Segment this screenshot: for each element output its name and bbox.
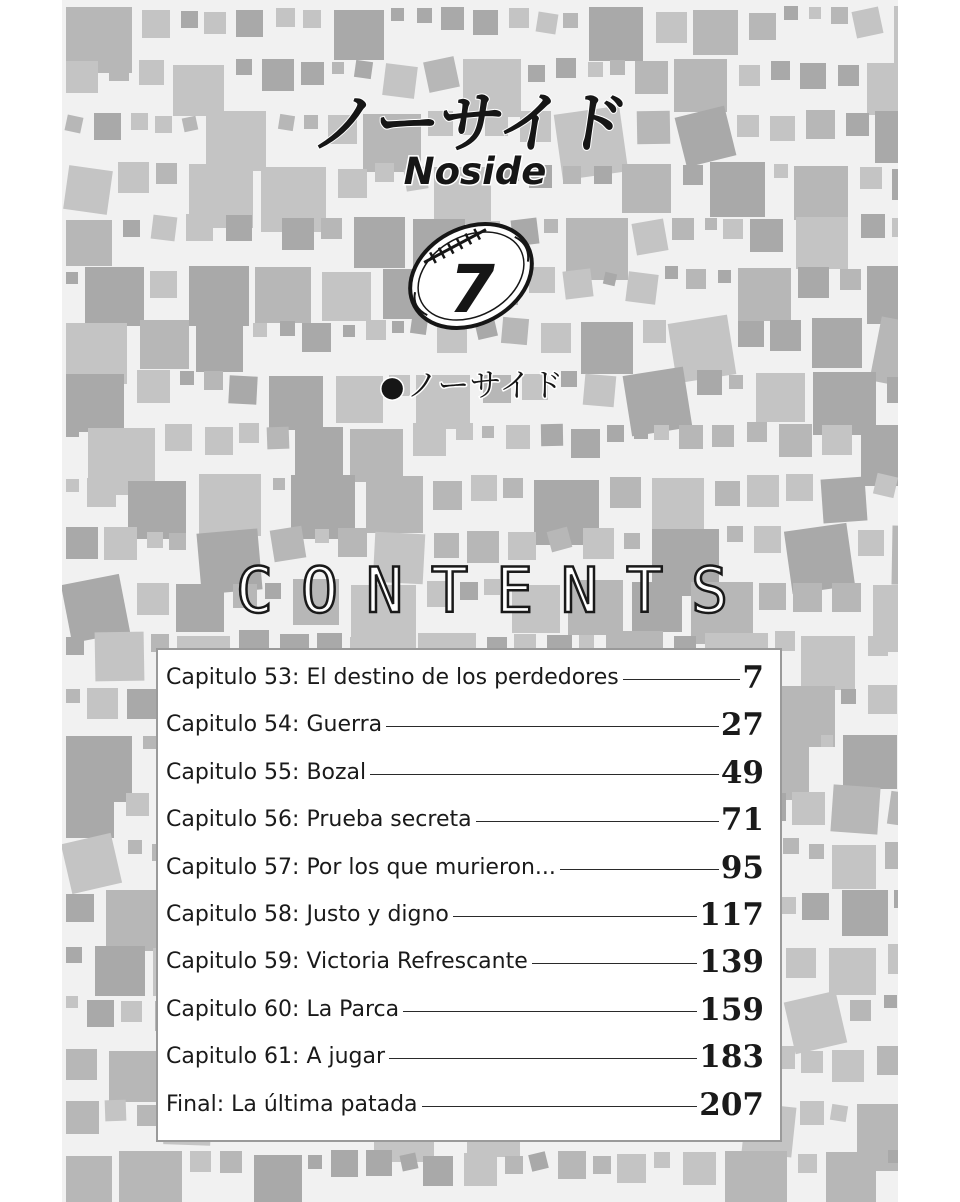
toc-entry: [166, 893, 764, 933]
background-tile: [888, 1150, 898, 1163]
background-tile: [798, 267, 829, 298]
background-tile: [66, 894, 94, 922]
background-tile: [793, 583, 822, 612]
background-tile: [190, 1151, 211, 1172]
background-tile: [391, 8, 404, 21]
background-tile: [423, 1156, 453, 1186]
background-tile: [830, 1104, 848, 1122]
background-tile: [850, 1000, 871, 1021]
background-tile: [558, 1151, 586, 1179]
toc-leader-line: [623, 679, 741, 680]
background-tile: [589, 7, 643, 61]
background-tile: [679, 425, 703, 449]
toc-entry: [166, 846, 764, 886]
background-tile: [821, 477, 868, 524]
rugby-ball-volume-emblem: [396, 206, 546, 346]
background-tile: [624, 533, 640, 549]
background-tile: [686, 269, 706, 289]
background-tile: [656, 12, 687, 43]
background-tile: [123, 220, 140, 237]
background-tile: [433, 481, 462, 510]
background-tile: [851, 6, 883, 38]
background-tile: [126, 793, 149, 816]
background-tile: [66, 1156, 112, 1202]
background-tile: [87, 1000, 114, 1027]
background-tile: [594, 166, 612, 184]
background-tile: [506, 425, 530, 449]
background-tile: [400, 1153, 419, 1172]
toc-entry: [166, 940, 764, 980]
background-tile: [809, 844, 824, 859]
toc-entry-page: 117: [699, 897, 764, 933]
toc-entry-title: Capitulo 57: Por los que murieron...: [166, 854, 556, 880]
background-tile: [750, 219, 783, 252]
background-tile: [868, 636, 888, 656]
background-tile: [65, 115, 84, 134]
toc-entry-title: Capitulo 56: Prueba secreta: [166, 807, 472, 833]
toc-entry: [166, 798, 764, 838]
background-tile: [715, 481, 740, 506]
background-tile: [583, 374, 617, 408]
background-tile: [802, 893, 829, 920]
background-tile: [220, 1151, 242, 1173]
background-tile: [884, 995, 897, 1008]
background-tile: [276, 8, 295, 27]
background-tile: [366, 320, 386, 340]
background-tile: [66, 790, 114, 838]
background-tile: [204, 371, 223, 390]
background-tile: [173, 65, 224, 116]
background-tile: [801, 636, 855, 690]
background-tile: [840, 269, 861, 290]
background-tile: [176, 584, 224, 632]
background-tile: [121, 1001, 142, 1022]
toc-entry-page: 27: [720, 707, 764, 744]
background-tile: [625, 271, 658, 304]
background-tile: [674, 59, 727, 112]
background-tile: [770, 116, 795, 141]
background-tile: [66, 1101, 99, 1134]
background-tile: [683, 165, 703, 185]
background-tile: [729, 375, 743, 389]
background-tile: [544, 219, 558, 233]
background-tile: [675, 106, 737, 168]
background-tile: [182, 116, 199, 133]
toc-entry-title: Capitulo 59: Victoria Refrescante: [166, 949, 528, 975]
background-tile: [66, 424, 79, 437]
background-tile: [142, 10, 170, 38]
background-tile: [867, 266, 898, 324]
background-tile: [236, 10, 263, 37]
background-tile: [562, 268, 593, 299]
background-tile: [830, 784, 880, 834]
background-tile: [503, 478, 523, 498]
series-label: [380, 360, 580, 406]
toc-entry-title: Capitulo 54: Guerra: [166, 712, 383, 738]
background-tile: [622, 164, 671, 213]
toc-entry: [166, 751, 764, 791]
background-tile: [473, 10, 498, 35]
background-tile: [413, 423, 446, 456]
background-tile: [254, 1155, 302, 1202]
background-tile: [143, 736, 156, 749]
background-tile: [63, 165, 113, 215]
toc-entry: [166, 1035, 764, 1075]
background-tile: [891, 525, 898, 585]
background-tile: [786, 948, 816, 978]
toc-entry-page: 49: [720, 754, 764, 791]
background-tile: [801, 1051, 823, 1073]
background-tile: [140, 320, 189, 369]
background-tile: [868, 685, 897, 714]
background-tile: [846, 113, 869, 136]
background-tile: [784, 991, 848, 1055]
background-tile: [95, 632, 145, 682]
background-tile: [738, 321, 764, 347]
background-tile: [186, 214, 213, 241]
background-tile: [637, 111, 671, 145]
background-tile: [842, 890, 888, 936]
background-tile: [321, 218, 342, 239]
background-tile: [278, 114, 295, 131]
background-tile: [800, 1101, 824, 1125]
background-tile: [822, 425, 852, 455]
background-tile: [672, 218, 694, 240]
background-tile: [151, 215, 178, 242]
background-tile: [336, 376, 383, 423]
background-tile: [155, 116, 172, 133]
background-tile: [87, 688, 118, 719]
background-tile: [464, 1153, 497, 1186]
background-tile: [189, 266, 249, 326]
background-tile: [892, 169, 898, 200]
background-tile: [843, 735, 897, 789]
background-tile: [303, 10, 321, 28]
toc-entry-page: 139: [699, 944, 764, 981]
background-tile: [131, 113, 148, 130]
background-tile: [794, 166, 848, 220]
background-tile: [683, 1152, 716, 1185]
background-tile: [858, 530, 884, 556]
background-tile: [759, 583, 786, 610]
background-tile: [204, 12, 226, 34]
toc-leader-line: [476, 821, 719, 822]
background-tile: [181, 11, 198, 28]
background-tile: [315, 529, 329, 543]
background-tile: [95, 946, 145, 996]
background-tile: [147, 532, 163, 548]
toc-leader-line: [370, 774, 719, 775]
background-tile: [875, 111, 898, 163]
background-tile: [322, 272, 371, 321]
background-tile: [710, 162, 765, 217]
toc-entry: [166, 656, 764, 696]
background-tile: [343, 325, 355, 337]
background-tile: [127, 689, 157, 719]
background-tile: [366, 476, 423, 533]
background-tile: [205, 427, 233, 455]
background-tile: [150, 271, 177, 298]
background-tile: [718, 270, 731, 283]
contents-heading-letter: E: [495, 554, 534, 627]
background-tile: [338, 169, 367, 198]
background-tile: [798, 1154, 817, 1173]
toc-entry-page: 7: [742, 660, 764, 696]
background-tile: [66, 1049, 97, 1080]
background-tile: [727, 526, 743, 542]
background-tile: [809, 7, 821, 19]
background-tile: [308, 1155, 322, 1169]
background-tile: [137, 583, 169, 615]
background-tile: [603, 272, 617, 286]
background-tile: [887, 377, 898, 403]
background-tile: [749, 13, 776, 40]
toc-entry-title: Final: La última patada: [166, 1091, 418, 1117]
toc-entry-title: Capitulo 55: Bozal: [166, 759, 367, 785]
background-tile: [774, 164, 788, 178]
toc-leader-line: [389, 1058, 697, 1059]
background-tile: [267, 427, 290, 450]
background-tile: [838, 65, 859, 86]
background-tile: [66, 220, 112, 266]
background-tile: [665, 266, 678, 279]
background-tile: [417, 8, 432, 23]
background-tile: [841, 689, 856, 704]
toc-entry-page: 183: [699, 1039, 764, 1076]
toc-leader-line: [386, 726, 719, 727]
background-tile: [892, 218, 898, 237]
background-tile: [831, 7, 848, 24]
background-tile: [66, 272, 78, 284]
toc-leader-line: [403, 1011, 697, 1012]
toc-entry-title: Capitulo 61: A jugar: [166, 1044, 386, 1070]
background-tile: [723, 219, 743, 239]
japanese-title-logo: ノーサイド: [307, 85, 632, 162]
background-tile: [812, 318, 862, 368]
background-tile: [654, 1152, 670, 1168]
background-tile: [66, 527, 98, 559]
english-title-logo: Noside: [403, 150, 547, 193]
background-tile: [226, 215, 252, 241]
background-tile: [754, 526, 781, 553]
background-tile: [441, 7, 464, 30]
background-tile: [832, 583, 861, 612]
background-tile: [643, 320, 666, 343]
background-tile: [541, 424, 563, 446]
background-tile: [137, 370, 170, 403]
background-tile: [634, 425, 648, 439]
background-tile: [366, 1150, 392, 1176]
background-tile: [697, 370, 722, 395]
background-tile: [295, 427, 343, 475]
background-tile: [786, 474, 813, 501]
background-tile: [771, 61, 790, 80]
toc-entry-page: 95: [720, 849, 764, 886]
toc-entry-page: 207: [699, 1086, 764, 1123]
background-tile: [66, 689, 80, 703]
background-tile: [800, 63, 826, 89]
background-tile: [747, 422, 767, 442]
background-tile: [829, 948, 876, 995]
background-tile: [165, 424, 192, 451]
background-tile: [109, 61, 129, 81]
background-tile: [783, 838, 799, 854]
background-tile: [350, 429, 403, 482]
background-tile: [784, 6, 798, 20]
background-tile: [109, 1051, 160, 1102]
background-tile: [280, 321, 295, 336]
background-tile: [269, 376, 323, 430]
background-tile: [338, 528, 367, 557]
series-label-text: ノーサイド: [406, 366, 564, 404]
background-tile: [528, 1151, 549, 1172]
toc-leader-line: [453, 916, 697, 917]
toc-entry: [166, 703, 764, 743]
contents-heading-letter: O: [300, 554, 339, 627]
contents-heading-letter: N: [560, 554, 599, 627]
background-tile: [255, 267, 311, 323]
background-tile: [228, 375, 257, 404]
background-tile: [877, 1046, 898, 1075]
background-tile: [262, 59, 294, 91]
background-tile: [894, 6, 898, 66]
toc-entry-page: 71: [720, 802, 764, 839]
background-tile: [756, 373, 805, 422]
background-tile: [482, 426, 494, 438]
background-tile: [105, 1100, 127, 1122]
background-tile: [199, 474, 261, 536]
contents-heading: [222, 556, 742, 626]
background-tile: [128, 840, 142, 854]
background-tile: [66, 947, 82, 963]
background-tile: [832, 1050, 864, 1082]
background-tile: [456, 423, 473, 440]
background-tile: [137, 1105, 158, 1126]
background-tile: [66, 996, 78, 1008]
background-tile: [806, 110, 835, 139]
contents-heading-letter: S: [690, 554, 729, 627]
background-tile: [617, 1154, 646, 1183]
background-tile: [118, 162, 149, 193]
background-tile: [206, 111, 266, 171]
background-tile: [593, 1156, 611, 1174]
bullet-icon: ●: [380, 370, 405, 403]
background-tile: [779, 424, 812, 457]
background-tile: [169, 533, 186, 550]
background-tile: [581, 322, 633, 374]
background-tile: [282, 218, 314, 250]
volume-number: 7: [449, 251, 495, 328]
background-tile: [334, 10, 384, 60]
background-tile: [705, 218, 717, 230]
background-tile: [563, 13, 578, 28]
background-tile: [860, 167, 882, 189]
toc-entry: [166, 1083, 764, 1123]
background-tile: [66, 61, 98, 93]
toc-entry-title: Capitulo 53: El destino de los perdedores: [166, 665, 619, 690]
background-tile: [654, 425, 669, 440]
background-tile: [94, 113, 121, 140]
toc-entry-title: Capitulo 60: La Parca: [166, 996, 400, 1022]
toc-entry-page: 159: [699, 991, 764, 1028]
background-tile: [536, 12, 559, 35]
background-tile: [471, 475, 497, 501]
contents-heading-letter: C: [235, 554, 274, 627]
background-tile: [693, 10, 738, 55]
background-tile: [156, 163, 177, 184]
background-tile: [610, 477, 641, 508]
background-tile: [302, 323, 331, 352]
background-tile: [738, 268, 791, 321]
background-tile: [180, 371, 194, 385]
background-tile: [509, 8, 529, 28]
background-tile: [821, 735, 833, 747]
background-tile: [796, 217, 848, 269]
background-tile: [885, 842, 898, 869]
background-tile: [867, 63, 898, 115]
background-tile: [236, 59, 252, 75]
contents-heading-letter: T: [430, 554, 469, 627]
contents-heading-letter: T: [625, 554, 664, 627]
background-tile: [262, 219, 274, 231]
background-tile: [826, 1152, 876, 1202]
background-tile: [887, 791, 898, 828]
background-tile: [505, 1156, 523, 1174]
background-tile: [62, 833, 122, 894]
background-tile: [273, 478, 285, 490]
background-tile: [725, 1151, 787, 1202]
background-tile: [792, 792, 825, 825]
toc-leader-line: [532, 963, 698, 964]
background-tile: [571, 429, 600, 458]
background-tile: [87, 478, 116, 507]
background-tile: [66, 637, 84, 655]
toc-entry: [166, 988, 764, 1028]
background-tile: [888, 944, 898, 974]
background-tile: [712, 425, 734, 447]
background-tile: [832, 845, 876, 889]
background-tile: [631, 218, 668, 255]
contents-heading-letter: N: [365, 554, 404, 627]
background-tile: [873, 473, 898, 498]
toc-entry-title: Capitulo 58: Justo y digno: [166, 902, 449, 927]
background-tile: [737, 115, 759, 137]
toc-leader-line: [560, 869, 719, 870]
background-tile: [66, 479, 79, 492]
background-tile: [331, 1150, 358, 1177]
background-tile: [139, 60, 164, 85]
background-tile: [104, 527, 137, 560]
background-tile: [239, 423, 259, 443]
background-tile: [652, 478, 704, 530]
toc-leader-line: [422, 1106, 698, 1107]
background-tile: [861, 214, 885, 238]
background-tile: [770, 320, 801, 351]
background-tile: [85, 267, 144, 326]
background-tile: [747, 475, 779, 507]
background-tile: [253, 323, 267, 337]
background-tile: [196, 325, 243, 372]
background-tile: [739, 65, 760, 86]
background-tile: [119, 1151, 182, 1202]
background-tile: [894, 890, 898, 908]
background-tile: [607, 425, 624, 442]
